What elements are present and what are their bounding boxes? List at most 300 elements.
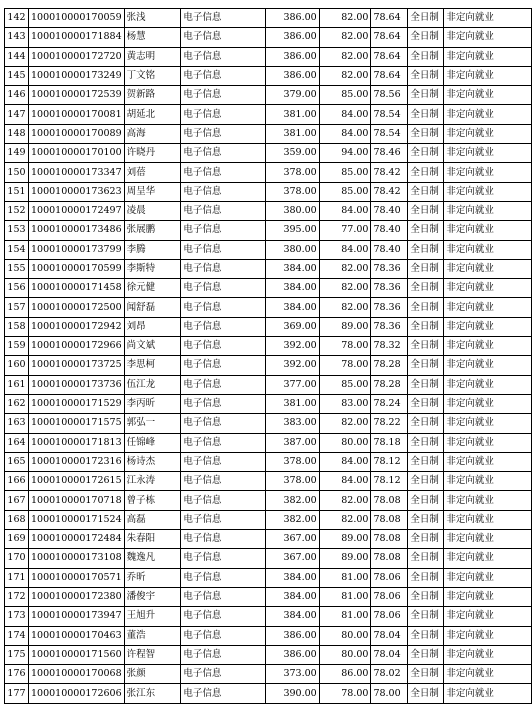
initial-score: 369.00 bbox=[265, 317, 319, 336]
total-score: 78.56 bbox=[371, 86, 408, 105]
row-index: 152 bbox=[5, 201, 29, 220]
total-score: 78.00 bbox=[371, 684, 408, 703]
study-type: 全日制 bbox=[408, 279, 444, 298]
total-score: 78.04 bbox=[371, 626, 408, 645]
study-type: 全日制 bbox=[408, 607, 444, 626]
candidate-id: 100010000173486 bbox=[28, 221, 124, 240]
row-index: 155 bbox=[5, 259, 29, 278]
employment-plan: 非定向就业 bbox=[444, 66, 532, 85]
total-score: 78.24 bbox=[371, 394, 408, 413]
interview-score: 82.00 bbox=[319, 510, 371, 529]
row-index: 145 bbox=[5, 66, 29, 85]
interview-score: 84.00 bbox=[319, 452, 371, 471]
candidate-id: 100010000171560 bbox=[28, 645, 124, 664]
row-index: 163 bbox=[5, 414, 29, 433]
candidate-name: 张展鹏 bbox=[124, 221, 181, 240]
candidate-id: 100010000170571 bbox=[28, 568, 124, 587]
row-index: 151 bbox=[5, 182, 29, 201]
candidate-name: 刘蓓 bbox=[124, 163, 181, 182]
row-index: 161 bbox=[5, 375, 29, 394]
candidate-name: 贺新路 bbox=[124, 86, 181, 105]
initial-score: 386.00 bbox=[265, 28, 319, 47]
initial-score: 383.00 bbox=[265, 414, 319, 433]
total-score: 78.40 bbox=[371, 221, 408, 240]
table-row bbox=[5, 684, 532, 703]
candidate-name: 徐元健 bbox=[124, 279, 181, 298]
major: 电子信息 bbox=[181, 28, 266, 47]
interview-score: 82.00 bbox=[319, 414, 371, 433]
total-score: 78.02 bbox=[371, 665, 408, 684]
table-row bbox=[5, 607, 532, 626]
candidate-id: 100010000172539 bbox=[28, 86, 124, 105]
candidate-name: 丁文铭 bbox=[124, 66, 181, 85]
employment-plan: 非定向就业 bbox=[444, 240, 532, 259]
total-score: 78.46 bbox=[371, 144, 408, 163]
interview-score: 84.00 bbox=[319, 472, 371, 491]
interview-score: 94.00 bbox=[319, 144, 371, 163]
employment-plan: 非定向就业 bbox=[444, 86, 532, 105]
candidate-id: 100010000172942 bbox=[28, 317, 124, 336]
table-row bbox=[5, 279, 532, 298]
major: 电子信息 bbox=[181, 645, 266, 664]
table-row bbox=[5, 9, 532, 28]
interview-score: 77.00 bbox=[319, 221, 371, 240]
candidate-name: 张颜 bbox=[124, 665, 181, 684]
candidate-name: 闻舒磊 bbox=[124, 298, 181, 317]
table-row bbox=[5, 201, 532, 220]
candidate-id: 100010000170059 bbox=[28, 9, 124, 28]
table-row bbox=[5, 626, 532, 645]
interview-score: 85.00 bbox=[319, 86, 371, 105]
total-score: 78.36 bbox=[371, 298, 408, 317]
study-type: 全日制 bbox=[408, 414, 444, 433]
row-index: 156 bbox=[5, 279, 29, 298]
candidate-name: 刘昂 bbox=[124, 317, 181, 336]
study-type: 全日制 bbox=[408, 665, 444, 684]
interview-score: 82.00 bbox=[319, 491, 371, 510]
row-index: 160 bbox=[5, 356, 29, 375]
row-index: 148 bbox=[5, 124, 29, 143]
employment-plan: 非定向就业 bbox=[444, 491, 532, 510]
total-score: 78.36 bbox=[371, 317, 408, 336]
candidate-id: 100010000170463 bbox=[28, 626, 124, 645]
study-type: 全日制 bbox=[408, 47, 444, 66]
table-row bbox=[5, 472, 532, 491]
table-row bbox=[5, 259, 532, 278]
candidate-name: 江永涛 bbox=[124, 472, 181, 491]
table-row bbox=[5, 568, 532, 587]
interview-score: 82.00 bbox=[319, 47, 371, 66]
candidate-id: 100010000172500 bbox=[28, 298, 124, 317]
candidate-id: 100010000172484 bbox=[28, 530, 124, 549]
initial-score: 381.00 bbox=[265, 124, 319, 143]
study-type: 全日制 bbox=[408, 28, 444, 47]
table-row bbox=[5, 163, 532, 182]
candidate-id: 100010000173736 bbox=[28, 375, 124, 394]
initial-score: 384.00 bbox=[265, 298, 319, 317]
study-type: 全日制 bbox=[408, 259, 444, 278]
candidate-name: 周呈华 bbox=[124, 182, 181, 201]
candidate-id: 100010000172316 bbox=[28, 452, 124, 471]
roster-body bbox=[5, 9, 532, 704]
initial-score: 384.00 bbox=[265, 259, 319, 278]
initial-score: 373.00 bbox=[265, 665, 319, 684]
table-row bbox=[5, 452, 532, 471]
initial-score: 380.00 bbox=[265, 240, 319, 259]
employment-plan: 非定向就业 bbox=[444, 182, 532, 201]
total-score: 78.08 bbox=[371, 510, 408, 529]
employment-plan: 非定向就业 bbox=[444, 587, 532, 606]
employment-plan: 非定向就业 bbox=[444, 201, 532, 220]
major: 电子信息 bbox=[181, 665, 266, 684]
study-type: 全日制 bbox=[408, 337, 444, 356]
initial-score: 382.00 bbox=[265, 510, 319, 529]
major: 电子信息 bbox=[181, 163, 266, 182]
employment-plan: 非定向就业 bbox=[444, 9, 532, 28]
row-index: 175 bbox=[5, 645, 29, 664]
major: 电子信息 bbox=[181, 317, 266, 336]
study-type: 全日制 bbox=[408, 549, 444, 568]
table-row bbox=[5, 298, 532, 317]
employment-plan: 非定向就业 bbox=[444, 221, 532, 240]
row-index: 158 bbox=[5, 317, 29, 336]
row-index: 149 bbox=[5, 144, 29, 163]
major: 电子信息 bbox=[181, 259, 266, 278]
table-row bbox=[5, 645, 532, 664]
employment-plan: 非定向就业 bbox=[444, 394, 532, 413]
major: 电子信息 bbox=[181, 607, 266, 626]
total-score: 78.64 bbox=[371, 66, 408, 85]
initial-score: 379.00 bbox=[265, 86, 319, 105]
interview-score: 82.00 bbox=[319, 28, 371, 47]
candidate-id: 100010000173799 bbox=[28, 240, 124, 259]
employment-plan: 非定向就业 bbox=[444, 530, 532, 549]
candidate-name: 胡延北 bbox=[124, 105, 181, 124]
study-type: 全日制 bbox=[408, 356, 444, 375]
employment-plan: 非定向就业 bbox=[444, 626, 532, 645]
total-score: 78.42 bbox=[371, 182, 408, 201]
employment-plan: 非定向就业 bbox=[444, 298, 532, 317]
row-index: 147 bbox=[5, 105, 29, 124]
study-type: 全日制 bbox=[408, 221, 444, 240]
study-type: 全日制 bbox=[408, 433, 444, 452]
candidate-id: 100010000173347 bbox=[28, 163, 124, 182]
employment-plan: 非定向就业 bbox=[444, 568, 532, 587]
candidate-id: 100010000171575 bbox=[28, 414, 124, 433]
employment-plan: 非定向就业 bbox=[444, 433, 532, 452]
table-row bbox=[5, 549, 532, 568]
study-type: 全日制 bbox=[408, 394, 444, 413]
study-type: 全日制 bbox=[408, 298, 444, 317]
major: 电子信息 bbox=[181, 124, 266, 143]
candidate-name: 许程智 bbox=[124, 645, 181, 664]
major: 电子信息 bbox=[181, 9, 266, 28]
interview-score: 80.00 bbox=[319, 433, 371, 452]
row-index: 166 bbox=[5, 472, 29, 491]
initial-score: 378.00 bbox=[265, 163, 319, 182]
candidate-name: 曾子栋 bbox=[124, 491, 181, 510]
candidate-name: 李斯特 bbox=[124, 259, 181, 278]
total-score: 78.22 bbox=[371, 414, 408, 433]
employment-plan: 非定向就业 bbox=[444, 279, 532, 298]
interview-score: 84.00 bbox=[319, 240, 371, 259]
study-type: 全日制 bbox=[408, 510, 444, 529]
table-row bbox=[5, 530, 532, 549]
candidate-name: 许晓丹 bbox=[124, 144, 181, 163]
interview-score: 89.00 bbox=[319, 549, 371, 568]
initial-score: 359.00 bbox=[265, 144, 319, 163]
total-score: 78.36 bbox=[371, 259, 408, 278]
candidate-id: 100010000173623 bbox=[28, 182, 124, 201]
candidate-name: 高磊 bbox=[124, 510, 181, 529]
table-row bbox=[5, 317, 532, 336]
initial-score: 380.00 bbox=[265, 201, 319, 220]
row-index: 165 bbox=[5, 452, 29, 471]
table-row bbox=[5, 182, 532, 201]
interview-score: 89.00 bbox=[319, 530, 371, 549]
initial-score: 381.00 bbox=[265, 394, 319, 413]
major: 电子信息 bbox=[181, 201, 266, 220]
total-score: 78.54 bbox=[371, 124, 408, 143]
candidate-name: 张江东 bbox=[124, 684, 181, 703]
study-type: 全日制 bbox=[408, 375, 444, 394]
table-row bbox=[5, 665, 532, 684]
interview-score: 82.00 bbox=[319, 259, 371, 278]
initial-score: 386.00 bbox=[265, 645, 319, 664]
row-index: 154 bbox=[5, 240, 29, 259]
candidate-id: 100010000173947 bbox=[28, 607, 124, 626]
candidate-id: 100010000170081 bbox=[28, 105, 124, 124]
candidate-id: 100010000171813 bbox=[28, 433, 124, 452]
major: 电子信息 bbox=[181, 66, 266, 85]
total-score: 78.06 bbox=[371, 568, 408, 587]
major: 电子信息 bbox=[181, 105, 266, 124]
row-index: 173 bbox=[5, 607, 29, 626]
row-index: 169 bbox=[5, 530, 29, 549]
employment-plan: 非定向就业 bbox=[444, 124, 532, 143]
table-row bbox=[5, 221, 532, 240]
candidate-name: 王旭升 bbox=[124, 607, 181, 626]
employment-plan: 非定向就业 bbox=[444, 144, 532, 163]
candidate-name: 乔昕 bbox=[124, 568, 181, 587]
interview-score: 80.00 bbox=[319, 626, 371, 645]
candidate-name: 尚文斌 bbox=[124, 337, 181, 356]
interview-score: 82.00 bbox=[319, 279, 371, 298]
major: 电子信息 bbox=[181, 568, 266, 587]
candidate-name: 李腾 bbox=[124, 240, 181, 259]
row-index: 144 bbox=[5, 47, 29, 66]
initial-score: 386.00 bbox=[265, 66, 319, 85]
total-score: 78.04 bbox=[371, 645, 408, 664]
candidate-id: 100010000172606 bbox=[28, 684, 124, 703]
interview-score: 84.00 bbox=[319, 105, 371, 124]
interview-score: 81.00 bbox=[319, 587, 371, 606]
candidate-name: 凌晨 bbox=[124, 201, 181, 220]
total-score: 78.40 bbox=[371, 201, 408, 220]
table-row bbox=[5, 414, 532, 433]
total-score: 78.12 bbox=[371, 472, 408, 491]
employment-plan: 非定向就业 bbox=[444, 317, 532, 336]
study-type: 全日制 bbox=[408, 684, 444, 703]
employment-plan: 非定向就业 bbox=[444, 665, 532, 684]
table-row bbox=[5, 375, 532, 394]
table-row bbox=[5, 66, 532, 85]
major: 电子信息 bbox=[181, 240, 266, 259]
employment-plan: 非定向就业 bbox=[444, 28, 532, 47]
row-index: 174 bbox=[5, 626, 29, 645]
initial-score: 386.00 bbox=[265, 9, 319, 28]
candidate-name: 董浩 bbox=[124, 626, 181, 645]
candidate-id: 100010000170089 bbox=[28, 124, 124, 143]
initial-score: 378.00 bbox=[265, 452, 319, 471]
total-score: 78.18 bbox=[371, 433, 408, 452]
study-type: 全日制 bbox=[408, 645, 444, 664]
candidate-name: 李思柯 bbox=[124, 356, 181, 375]
major: 电子信息 bbox=[181, 375, 266, 394]
candidate-id: 100010000171529 bbox=[28, 394, 124, 413]
total-score: 78.28 bbox=[371, 375, 408, 394]
initial-score: 386.00 bbox=[265, 47, 319, 66]
table-row bbox=[5, 491, 532, 510]
total-score: 78.54 bbox=[371, 105, 408, 124]
total-score: 78.08 bbox=[371, 530, 408, 549]
candidate-name: 朱春阳 bbox=[124, 530, 181, 549]
interview-score: 85.00 bbox=[319, 163, 371, 182]
initial-score: 378.00 bbox=[265, 472, 319, 491]
row-index: 177 bbox=[5, 684, 29, 703]
row-index: 168 bbox=[5, 510, 29, 529]
initial-score: 384.00 bbox=[265, 607, 319, 626]
interview-score: 81.00 bbox=[319, 568, 371, 587]
study-type: 全日制 bbox=[408, 491, 444, 510]
total-score: 78.36 bbox=[371, 279, 408, 298]
initial-score: 384.00 bbox=[265, 279, 319, 298]
major: 电子信息 bbox=[181, 510, 266, 529]
row-index: 142 bbox=[5, 9, 29, 28]
table-row bbox=[5, 587, 532, 606]
candidate-id: 100010000173249 bbox=[28, 66, 124, 85]
major: 电子信息 bbox=[181, 394, 266, 413]
employment-plan: 非定向就业 bbox=[444, 163, 532, 182]
candidate-name: 任锦峰 bbox=[124, 433, 181, 452]
interview-score: 81.00 bbox=[319, 607, 371, 626]
candidate-id: 100010000173108 bbox=[28, 549, 124, 568]
interview-score: 85.00 bbox=[319, 182, 371, 201]
interview-score: 89.00 bbox=[319, 317, 371, 336]
candidate-id: 100010000170599 bbox=[28, 259, 124, 278]
study-type: 全日制 bbox=[408, 86, 444, 105]
initial-score: 377.00 bbox=[265, 375, 319, 394]
initial-score: 381.00 bbox=[265, 105, 319, 124]
employment-plan: 非定向就业 bbox=[444, 414, 532, 433]
candidate-name: 伍江龙 bbox=[124, 375, 181, 394]
candidate-name: 杨慧 bbox=[124, 28, 181, 47]
total-score: 78.40 bbox=[371, 240, 408, 259]
study-type: 全日制 bbox=[408, 124, 444, 143]
total-score: 78.64 bbox=[371, 28, 408, 47]
row-index: 159 bbox=[5, 337, 29, 356]
initial-score: 367.00 bbox=[265, 549, 319, 568]
study-type: 全日制 bbox=[408, 105, 444, 124]
major: 电子信息 bbox=[181, 279, 266, 298]
interview-score: 83.00 bbox=[319, 394, 371, 413]
study-type: 全日制 bbox=[408, 472, 444, 491]
interview-score: 78.00 bbox=[319, 356, 371, 375]
candidate-name: 杨诗杰 bbox=[124, 452, 181, 471]
total-score: 78.32 bbox=[371, 337, 408, 356]
interview-score: 82.00 bbox=[319, 298, 371, 317]
interview-score: 80.00 bbox=[319, 645, 371, 664]
major: 电子信息 bbox=[181, 684, 266, 703]
interview-score: 84.00 bbox=[319, 201, 371, 220]
employment-plan: 非定向就业 bbox=[444, 375, 532, 394]
major: 电子信息 bbox=[181, 530, 266, 549]
table-row bbox=[5, 124, 532, 143]
candidate-id: 100010000170068 bbox=[28, 665, 124, 684]
employment-plan: 非定向就业 bbox=[444, 645, 532, 664]
study-type: 全日制 bbox=[408, 144, 444, 163]
candidate-id: 100010000170718 bbox=[28, 491, 124, 510]
row-index: 176 bbox=[5, 665, 29, 684]
major: 电子信息 bbox=[181, 221, 266, 240]
major: 电子信息 bbox=[181, 298, 266, 317]
initial-score: 392.00 bbox=[265, 356, 319, 375]
major: 电子信息 bbox=[181, 47, 266, 66]
row-index: 171 bbox=[5, 568, 29, 587]
employment-plan: 非定向就业 bbox=[444, 510, 532, 529]
employment-plan: 非定向就业 bbox=[444, 356, 532, 375]
table-row bbox=[5, 144, 532, 163]
candidate-name: 高海 bbox=[124, 124, 181, 143]
total-score: 78.64 bbox=[371, 47, 408, 66]
initial-score: 386.00 bbox=[265, 626, 319, 645]
candidate-id: 100010000171458 bbox=[28, 279, 124, 298]
study-type: 全日制 bbox=[408, 568, 444, 587]
major: 电子信息 bbox=[181, 472, 266, 491]
study-type: 全日制 bbox=[408, 201, 444, 220]
study-type: 全日制 bbox=[408, 530, 444, 549]
table-row bbox=[5, 433, 532, 452]
major: 电子信息 bbox=[181, 414, 266, 433]
total-score: 78.06 bbox=[371, 607, 408, 626]
table-row bbox=[5, 394, 532, 413]
initial-score: 387.00 bbox=[265, 433, 319, 452]
candidate-name: 李丙昕 bbox=[124, 394, 181, 413]
initial-score: 382.00 bbox=[265, 491, 319, 510]
candidate-id: 100010000172966 bbox=[28, 337, 124, 356]
major: 电子信息 bbox=[181, 337, 266, 356]
table-row bbox=[5, 240, 532, 259]
employment-plan: 非定向就业 bbox=[444, 472, 532, 491]
candidate-id: 100010000171884 bbox=[28, 28, 124, 47]
interview-score: 78.00 bbox=[319, 337, 371, 356]
initial-score: 384.00 bbox=[265, 568, 319, 587]
employment-plan: 非定向就业 bbox=[444, 452, 532, 471]
initial-score: 384.00 bbox=[265, 587, 319, 606]
row-index: 143 bbox=[5, 28, 29, 47]
table-row bbox=[5, 105, 532, 124]
major: 电子信息 bbox=[181, 549, 266, 568]
row-index: 146 bbox=[5, 86, 29, 105]
major: 电子信息 bbox=[181, 452, 266, 471]
major: 电子信息 bbox=[181, 491, 266, 510]
candidate-name: 郭弘一 bbox=[124, 414, 181, 433]
major: 电子信息 bbox=[181, 356, 266, 375]
candidate-id: 100010000172380 bbox=[28, 587, 124, 606]
row-index: 167 bbox=[5, 491, 29, 510]
major: 电子信息 bbox=[181, 86, 266, 105]
interview-score: 82.00 bbox=[319, 9, 371, 28]
